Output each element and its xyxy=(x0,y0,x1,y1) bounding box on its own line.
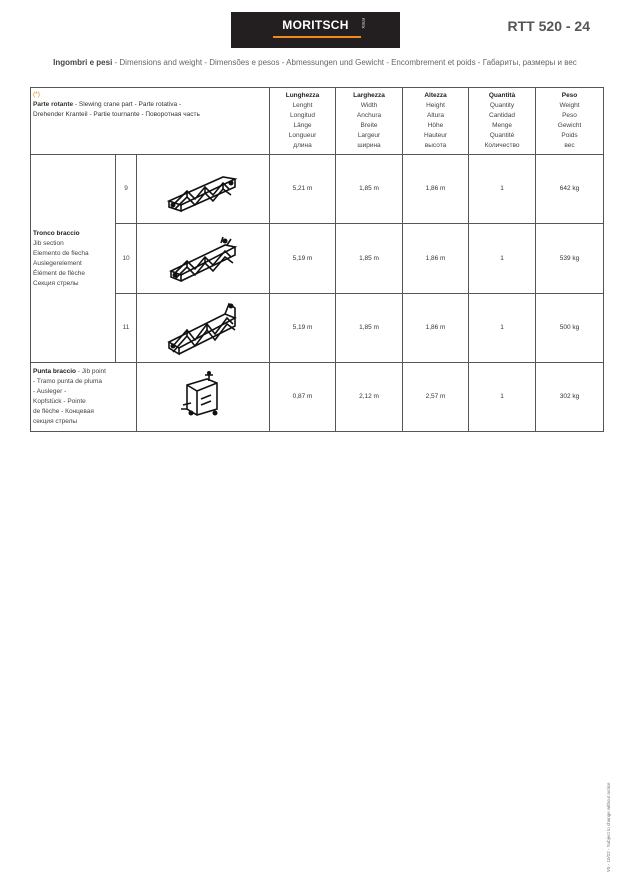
col-weight-sub: Weight xyxy=(559,102,580,109)
part-rest-2: Drehender Kranteil - Partie tournante - Поворотная часть xyxy=(33,111,200,118)
part-bold: Parte rotante xyxy=(33,101,74,108)
quantity-value: 1 xyxy=(469,224,536,294)
jib-point-icon xyxy=(177,369,229,425)
jib-section-title: Tronco braccio xyxy=(33,229,80,237)
height-value: 2,57 m xyxy=(403,363,469,432)
jib-point-rest: - Jib point xyxy=(75,368,106,375)
footer-note: V5 - 10/22 - Subject to change without notice xyxy=(606,782,611,872)
table-row xyxy=(31,294,604,363)
col-length-sub: Länge xyxy=(293,122,312,129)
jib-point-sub: секция стрелы xyxy=(33,418,78,425)
header-row xyxy=(31,88,604,155)
quantity-value: 1 xyxy=(469,155,536,224)
col-height-sub: высота xyxy=(424,142,447,149)
logo-subtext: RTEX xyxy=(361,18,366,29)
table-row xyxy=(31,363,604,432)
height-value: 1,86 m xyxy=(403,224,469,294)
jib-point-sub: - Ausleger - xyxy=(33,388,67,395)
subtitle-rest: - Dimensions and weight - Dimensões e pesos - Abmessungen und Gewicht - Encombrement et poids - Габариты, размеры и вес xyxy=(112,58,577,67)
quantity-value: 1 xyxy=(469,294,536,363)
length-value: 5,19 m xyxy=(270,294,336,363)
jib-section-label xyxy=(31,155,116,363)
jib-point-sub: Kopfstück - Pointe xyxy=(33,398,86,405)
col-length xyxy=(270,88,336,155)
col-weight-sub: Gewicht xyxy=(557,122,582,129)
col-width-sub: Breite xyxy=(360,122,378,129)
col-width xyxy=(336,88,403,155)
col-height-sub: Height xyxy=(426,102,445,109)
subtitle-bold: Ingombri e pesi xyxy=(53,58,113,67)
jib-point-title: Punta braccio xyxy=(33,368,76,375)
jib-section-sub: Секция стрелы xyxy=(33,279,79,287)
weight-value: 642 kg xyxy=(536,155,604,224)
col-length-sub: длина xyxy=(293,142,312,149)
page-subtitle xyxy=(0,58,630,67)
weight-value: 500 kg xyxy=(536,294,604,363)
truss-icon xyxy=(165,233,241,285)
col-weight-sub: вес xyxy=(564,142,575,149)
jib-section-sub: Elemento de flecha xyxy=(33,249,89,257)
col-height-title: Altezza xyxy=(424,92,447,99)
width-value: 2,12 m xyxy=(336,363,403,432)
width-value: 1,85 m xyxy=(336,155,403,224)
part-rest-1: - Slewing crane part - Parte rotativa - xyxy=(73,101,182,108)
truss-icon xyxy=(165,165,241,213)
height-value: 1,86 m xyxy=(403,294,469,363)
col-weight-title: Peso xyxy=(561,92,578,99)
col-height-sub: Höhe xyxy=(427,122,444,129)
col-weight-sub: Poids xyxy=(561,132,578,139)
jib-section-sub: Jib section xyxy=(33,239,64,247)
col-quantity-sub: Quantity xyxy=(489,102,515,109)
col-length-sub: Longueur xyxy=(288,132,317,139)
col-width-sub: ширина xyxy=(357,142,381,149)
col-weight xyxy=(536,88,604,155)
truss-icon xyxy=(165,298,241,358)
col-height-sub: Hauteur xyxy=(423,132,448,139)
brand-logo xyxy=(231,12,400,48)
col-length-title: Lunghezza xyxy=(285,92,320,99)
weight-value: 302 kg xyxy=(536,363,604,432)
length-value: 5,19 m xyxy=(270,224,336,294)
col-length-sub: Longitud xyxy=(290,112,315,119)
logo-underline xyxy=(273,36,361,38)
length-value: 5,21 m xyxy=(270,155,336,224)
asterisk-note: (*) xyxy=(33,91,40,98)
col-quantity xyxy=(469,88,536,155)
quantity-value: 1 xyxy=(469,363,536,432)
jib-point-sub: de flèche - Концевая xyxy=(33,408,94,415)
col-length-sub: Lenght xyxy=(292,102,313,109)
width-value: 1,85 m xyxy=(336,294,403,363)
col-quantity-sub: Количество xyxy=(484,142,520,149)
logo-text: MORITSCH xyxy=(282,18,349,32)
col-height-sub: Altura xyxy=(427,112,444,119)
jib-point-label xyxy=(31,363,137,432)
jib-section-image xyxy=(137,294,270,363)
col-quantity-sub: Quantité xyxy=(489,132,515,139)
jib-section-sub: Auslegerelement xyxy=(33,259,82,267)
spec-table xyxy=(30,87,604,432)
col-width-sub: Anchura xyxy=(356,112,382,119)
jib-section-image xyxy=(137,155,270,224)
col-quantity-sub: Cantidad xyxy=(489,112,516,119)
weight-value: 539 kg xyxy=(536,224,604,294)
row-number: 11 xyxy=(116,294,137,363)
row-number: 9 xyxy=(116,155,137,224)
part-header xyxy=(31,88,270,155)
col-weight-sub: Peso xyxy=(562,112,577,119)
col-height xyxy=(403,88,469,155)
jib-section-sub: Élément de flèche xyxy=(33,269,86,277)
model-title: RTT 520 - 24 xyxy=(507,18,590,34)
jib-point-sub: - Tramo punta de pluma xyxy=(33,378,103,385)
row-number: 10 xyxy=(116,224,137,294)
col-width-sub: Width xyxy=(360,102,378,109)
jib-section-image xyxy=(137,224,270,294)
col-width-title: Larghezza xyxy=(353,92,385,99)
jib-point-image xyxy=(137,363,270,432)
col-width-sub: Largeur xyxy=(357,132,381,139)
col-quantity-title: Quantità xyxy=(488,92,516,99)
height-value: 1,86 m xyxy=(403,155,469,224)
table-row xyxy=(31,224,604,294)
col-quantity-sub: Menge xyxy=(492,122,512,129)
table-row xyxy=(31,155,604,224)
width-value: 1,85 m xyxy=(336,224,403,294)
length-value: 0,87 m xyxy=(270,363,336,432)
